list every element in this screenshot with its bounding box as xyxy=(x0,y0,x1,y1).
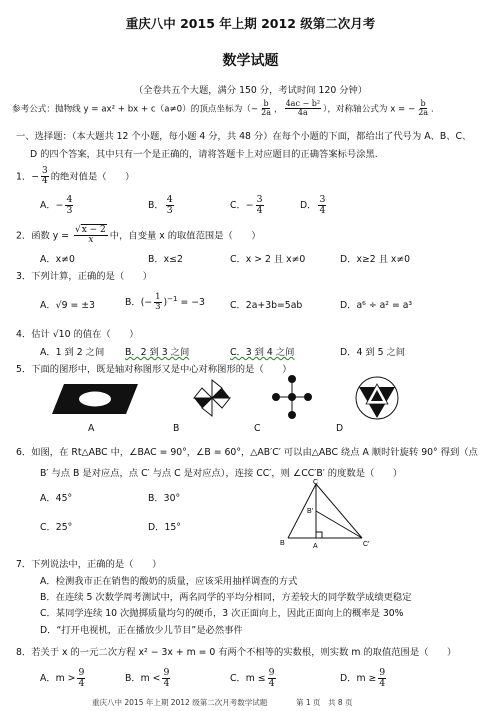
q5-label-a: A xyxy=(88,423,95,434)
q1-option-c[interactable]: C．− $\frac{3}{4}$ xyxy=(230,194,263,216)
fig-label-b-prime: B′ xyxy=(307,508,313,515)
question-8: 8．若关于 x 的一元二次方程 x² − 3x + m = 0 有两个不相等的实数根，则实数 m 的取值范围是（ ） xyxy=(16,647,457,658)
q5-label-c: C xyxy=(254,423,261,434)
q1-option-d[interactable]: D． $\frac{3}{4}$ xyxy=(300,194,326,216)
footer-title: 重庆八中 2015 年上期 2012 级第二次月考数学试题 xyxy=(92,698,268,707)
formula-prefix: 参考公式：抛物线 y = ax² + bx + c（a≠0）的顶点坐标为（ xyxy=(12,104,251,115)
q7-option-a[interactable]: A．检测我市正在销售的酸奶的质量，应该采用抽样调查的方式 xyxy=(40,576,298,587)
q5-label-d: D xyxy=(336,423,344,434)
q5-figure-a[interactable] xyxy=(50,378,140,420)
fig-label-c: C xyxy=(313,479,319,486)
q8-option-a[interactable]: A．m > $\frac{9}{4}$ xyxy=(40,667,85,689)
formula-mid: ），对称轴公式为 x = xyxy=(323,104,408,115)
q5-figure-c[interactable] xyxy=(272,374,312,420)
q2-option-a[interactable]: A．x≠0 xyxy=(40,254,75,265)
q2-option-b[interactable]: B．x≤2 xyxy=(148,254,183,265)
question-1: 1．− $\frac{3}{4}$ 的绝对值是（ ） xyxy=(16,166,135,187)
reference-formula: 参考公式：抛物线 y = ax² + bx + c（a≠0）的顶点坐标为（− $\frac{b}{2a}$ ， $\frac{\text{4ac − b²}}{4a}$ ），对称轴公式为 x = − $\frac{b}{2a}$ ． xyxy=(12,99,440,118)
q8-option-d[interactable]: D．m ≥ $\frac{9}{4}$ xyxy=(340,667,386,689)
question-4: 4．估计 √10 的值在（ ） xyxy=(16,329,139,340)
q6-option-c[interactable]: C．25° xyxy=(40,522,73,533)
formula-4a: 4a xyxy=(297,108,308,118)
q6-option-d[interactable]: D．15° xyxy=(148,522,181,533)
q3-option-d[interactable]: D．a⁶ ÷ a² = a³ xyxy=(340,300,413,311)
question-2: 2．函数 y = $\frac{√x - 2}{x}$ 中，自变量 x 的取值范围是（ ） xyxy=(16,225,261,246)
q3-option-b[interactable]: B．(− $\frac{1}{3}$ )$^{-1}$ = −3 xyxy=(125,292,205,312)
q8-option-b[interactable]: B．m < $\frac{9}{4}$ xyxy=(125,667,170,689)
q6-option-a[interactable]: A．45° xyxy=(40,493,73,504)
question-6-line1: 6．如图，在 Rt△ABC 中，∠BAC = 90°，∠B = 60°，△AB′C′ 可以由△ABC 绕点 A 顺时针旋转 90° 得到（点 xyxy=(16,447,478,458)
question-6-line2: B′ 与点 B 是对应点，点 C′ 与点 C 是对应点），连接 CC′，则 ∠CC′B′ 的度数是（ ） xyxy=(40,468,403,479)
question-5: 5．下面的图形中，既是轴对称图形又是中心对称图形的是（ ） xyxy=(16,364,292,375)
fig-label-c-prime: C′ xyxy=(363,541,370,548)
q6-triangle-figure xyxy=(276,478,376,550)
q4-option-a[interactable]: A．1 到 2 之间 xyxy=(40,347,105,358)
question-7: 7．下列说法中，正确的是（ ） xyxy=(16,559,162,570)
formula-b: b xyxy=(263,99,269,108)
subject-title: 数学试题 xyxy=(222,53,279,69)
q6-option-b[interactable]: B．30° xyxy=(148,493,181,504)
exam-title: 重庆八中 2015 年上期 2012 级第二次月考 xyxy=(125,16,376,31)
q2-option-d[interactable]: D．x≥2 且 x≠0 xyxy=(340,254,411,265)
q3-option-c[interactable]: C．2a+3b=5ab xyxy=(230,300,303,311)
q1-option-b[interactable]: B． $\frac{4}{3}$ xyxy=(148,194,173,216)
q8-option-c[interactable]: C．m ≤ $\frac{9}{4}$ xyxy=(230,667,275,689)
formula-4ac: 4ac − b² xyxy=(285,99,321,108)
q3-option-a[interactable]: A．√9 = ±3 xyxy=(40,300,95,311)
footer-page: 第 1 页 共 8 页 xyxy=(296,698,353,707)
q7-option-c[interactable]: C．某同学连续 10 次抛掷质量均匀的硬币，3 次正面向上，因此正面向上的概率是 30% xyxy=(40,608,404,619)
q7-option-d[interactable]: D．“打开电视机，正在播放少儿节目”是必然事件 xyxy=(40,625,243,636)
q4-option-c[interactable]: C．3 到 4 之间 xyxy=(230,347,295,358)
q7-option-b[interactable]: B．在连续 5 次数学周考测试中，两名同学的平均分相同，方差较大的同学数学成绩更稳定 xyxy=(40,592,412,603)
formula-2a: 2a xyxy=(261,108,271,118)
q4-option-b[interactable]: B．2 到 3 之间 xyxy=(125,347,190,358)
q1-option-a[interactable]: A．− $\frac{4}{3}$ xyxy=(40,194,73,216)
exam-info: （全卷共五个大题，满分 150 分，考试时间 120 分钟） xyxy=(133,85,368,96)
fig-label-a: A xyxy=(313,543,318,550)
q2-option-c[interactable]: C．x > 2 且 x≠0 xyxy=(230,254,306,265)
question-3: 3．下列计算，正确的是（ ） xyxy=(16,271,153,282)
section-instructions-line2: D 的四个答案，其中只有一个是正确的，请将答题卡上对应题目的正确答案标号涂黑. xyxy=(30,149,378,160)
q5-figure-d[interactable] xyxy=(353,374,401,422)
fig-label-b: B xyxy=(280,540,285,547)
section-instructions-line1: 一、选择题：（本大题共 12 个小题，每小题 4 分，共 48 分）在每个小题的下面，都给出了代号为 A、B、C、 xyxy=(16,131,472,142)
q5-label-b: B xyxy=(173,423,180,434)
q4-option-d[interactable]: D．4 到 5 之间 xyxy=(340,347,406,358)
q5-figure-b[interactable] xyxy=(190,376,234,420)
